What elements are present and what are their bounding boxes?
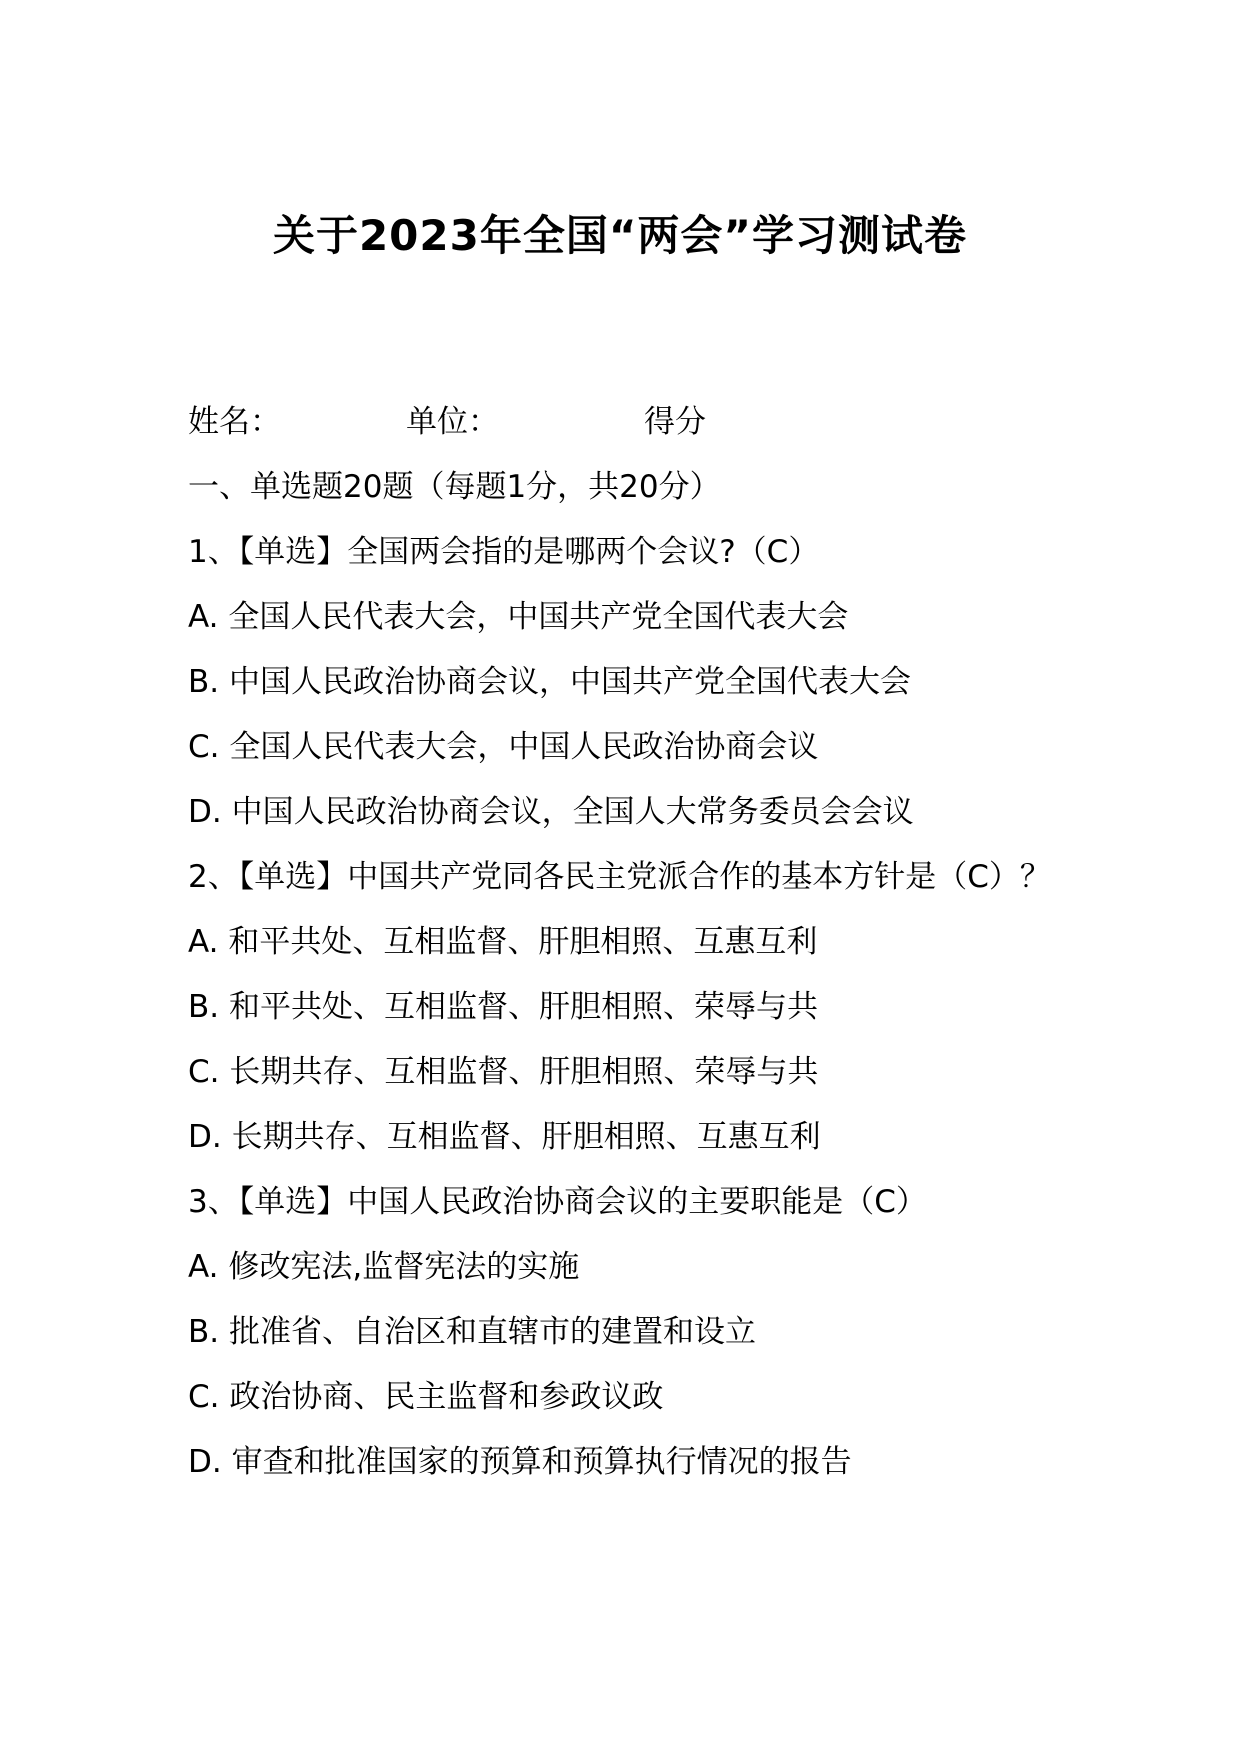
- option-c: C. 长期共存、互相监督、肝胆相照、荣辱与共: [188, 1054, 819, 1090]
- question-stem: 1、【单选】全国两会指的是哪两个会议?（C）: [188, 534, 820, 570]
- option-d: D. 中国人民政治协商会议，全国人大常务委员会会议: [188, 794, 914, 830]
- document-body: [188, 390, 1088, 1495]
- option-b: B. 批准省、自治区和直辖市的建置和设立: [188, 1314, 756, 1350]
- option-d: D. 长期共存、互相监督、肝胆相照、互惠互利: [188, 1119, 821, 1155]
- option-c: C. 全国人民代表大会，中国人民政治协商会议: [188, 729, 819, 765]
- info-header: [188, 390, 1088, 455]
- page-title: 关于2023年全国“两会”学习测试卷: [272, 211, 968, 260]
- option-a: A. 全国人民代表大会，中国共产党全国代表大会: [188, 599, 849, 635]
- unit-label: 单位：: [406, 404, 499, 440]
- question-2: [188, 845, 1088, 1170]
- question-stem: 2、【单选】中国共产党同各民主党派合作的基本方针是（C）？: [188, 859, 1051, 895]
- option-a: A. 和平共处、互相监督、肝胆相照、互惠互利: [188, 924, 818, 960]
- name-label: 姓名：: [188, 404, 281, 440]
- option-b: B. 和平共处、互相监督、肝胆相照、荣辱与共: [188, 989, 818, 1025]
- score-label: 得分: [644, 404, 706, 440]
- section-title: 一、单选题20题（每题1分，共20分）: [188, 469, 721, 505]
- question-stem: 3、【单选】中国人民政治协商会议的主要职能是（C）: [188, 1184, 927, 1220]
- question-3: [188, 1170, 1088, 1495]
- option-d: D. 审查和批准国家的预算和预算执行情况的报告: [188, 1444, 852, 1480]
- option-a: A. 修改宪法,监督宪法的实施: [188, 1249, 580, 1285]
- option-c: C. 政治协商、民主监督和参政议政: [188, 1379, 664, 1415]
- option-b: B. 中国人民政治协商会议，中国共产党全国代表大会: [188, 664, 911, 700]
- question-1: [188, 520, 1088, 845]
